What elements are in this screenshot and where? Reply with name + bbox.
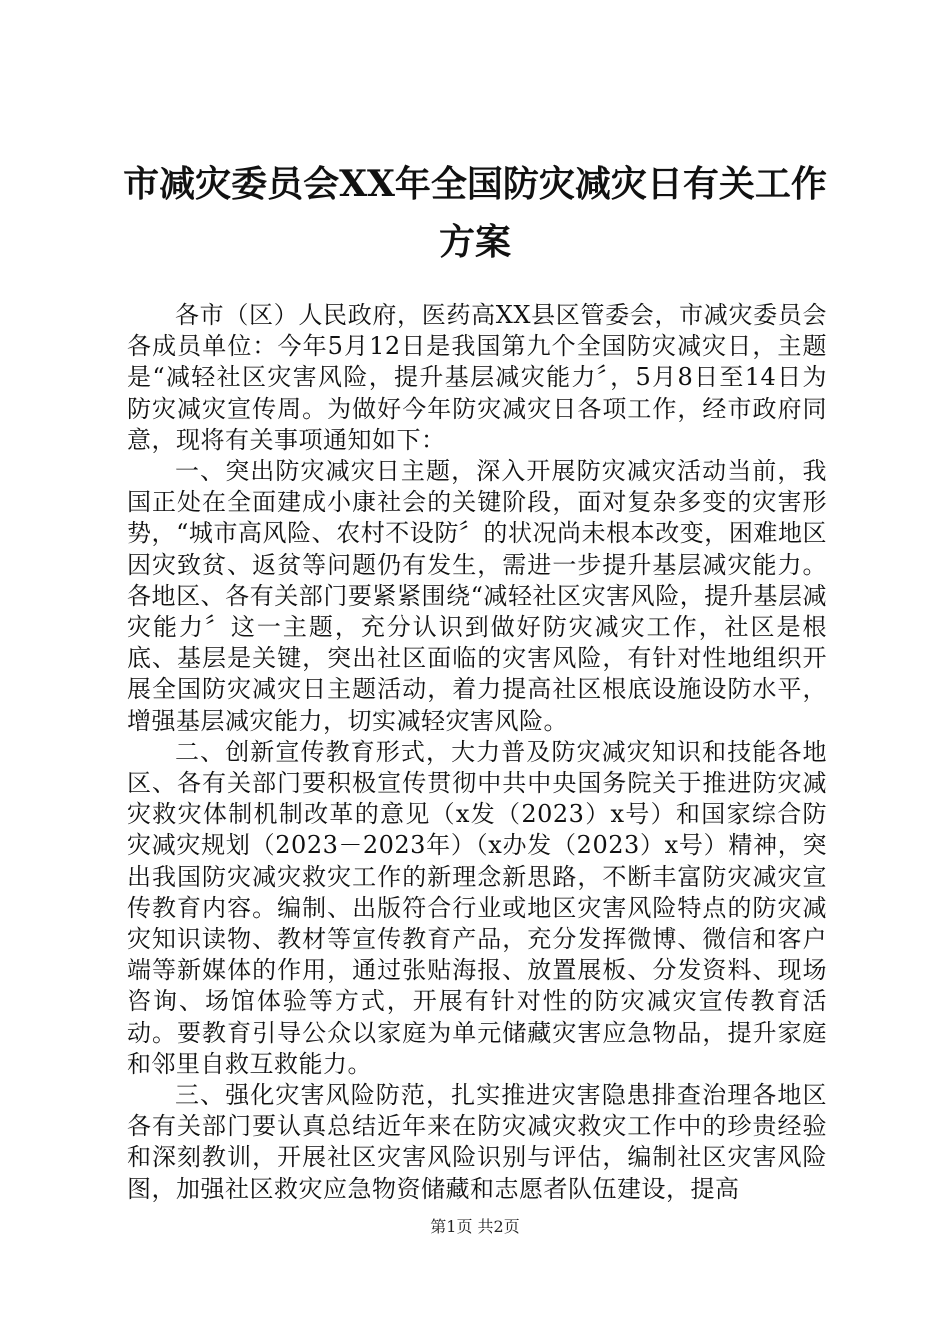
document-body [127,300,827,1205]
paragraph-section-1: 一、突出防灾减灾日主题，深入开展防灾减灾活动当前，我国正处在全面建成小康社会的关键阶段，面对复杂多变的灾害形势，“城市高风险、农村不设防〞的状况尚未根本改变，困难地区因灾致贫、返贫等问题仍有发生，需进一步提升基层减灾能力。各地区、各有关部门要紧紧围绕“减轻社区灾害风险，提升基层减灾能力〞这一主题，充分认识到做好防灾减灾工作，社区是根底、基层是关键，突出社区面临的灾害风险，有针对性地组织开展全国防灾减灾日主题活动，着力提高社区根底设施设防水平，增强基层减灾能力，切实减轻灾害风险。 [127,457,827,735]
page-number-footer: 第1页 共2页 [430,1217,520,1236]
document-title-line-1: 市减灾委员会XX年全国防灾减灾日有关工作 [123,163,827,205]
paragraph-intro: 各市（区）人民政府，医药高XX县区管委会，市减灾委员会各成员单位：今年5月12日是我国第九个全国防灾减灾日，主题是“减轻社区灾害风险，提升基层减灾能力〞，5月8日至14日为防灾减灾宣传周。为做好今年防灾减灾日各项工作，经市政府同意，现将有关事项通知如下： [127,301,827,454]
paragraph-section-3: 三、强化灾害风险防范，扎实推进灾害隐患排查治理各地区各有关部门要认真总结近年来在防灾减灾救灾工作中的珍贵经验和深刻教训，开展社区灾害风险识别与评估，编制社区灾害风险图，加强社区救灾应急物资储藏和志愿者队伍建设，提高 [127,1081,827,1203]
paragraph-section-2: 二、创新宣传教育形式，大力普及防灾减灾知识和技能各地区、各有关部门要积极宣传贯彻中共中央国务院关于推进防灾减灾救灾体制机制改革的意见（x发（2023）x号）和国家综合防灾减灾规划（2023－2023年）（x办发（2023）x号）精神，突出我国防灾减灾救灾工作的新理念新思路，不断丰富防灾减灾宣传教育内容。编制、出版符合行业或地区灾害风险特点的防灾减灾知识读物、教材等宣传教育产品，充分发挥微博、微信和客户端等新媒体的作用，通过张贴海报、放置展板、分发资料、现场咨询、场馆体验等方式，开展有针对性的防灾减灾宣传教育活动。要教育引导公众以家庭为单元储藏灾害应急物品，提升家庭和邻里自救互救能力。 [127,737,827,1078]
document-title-line-2: 方案 [438,221,511,263]
